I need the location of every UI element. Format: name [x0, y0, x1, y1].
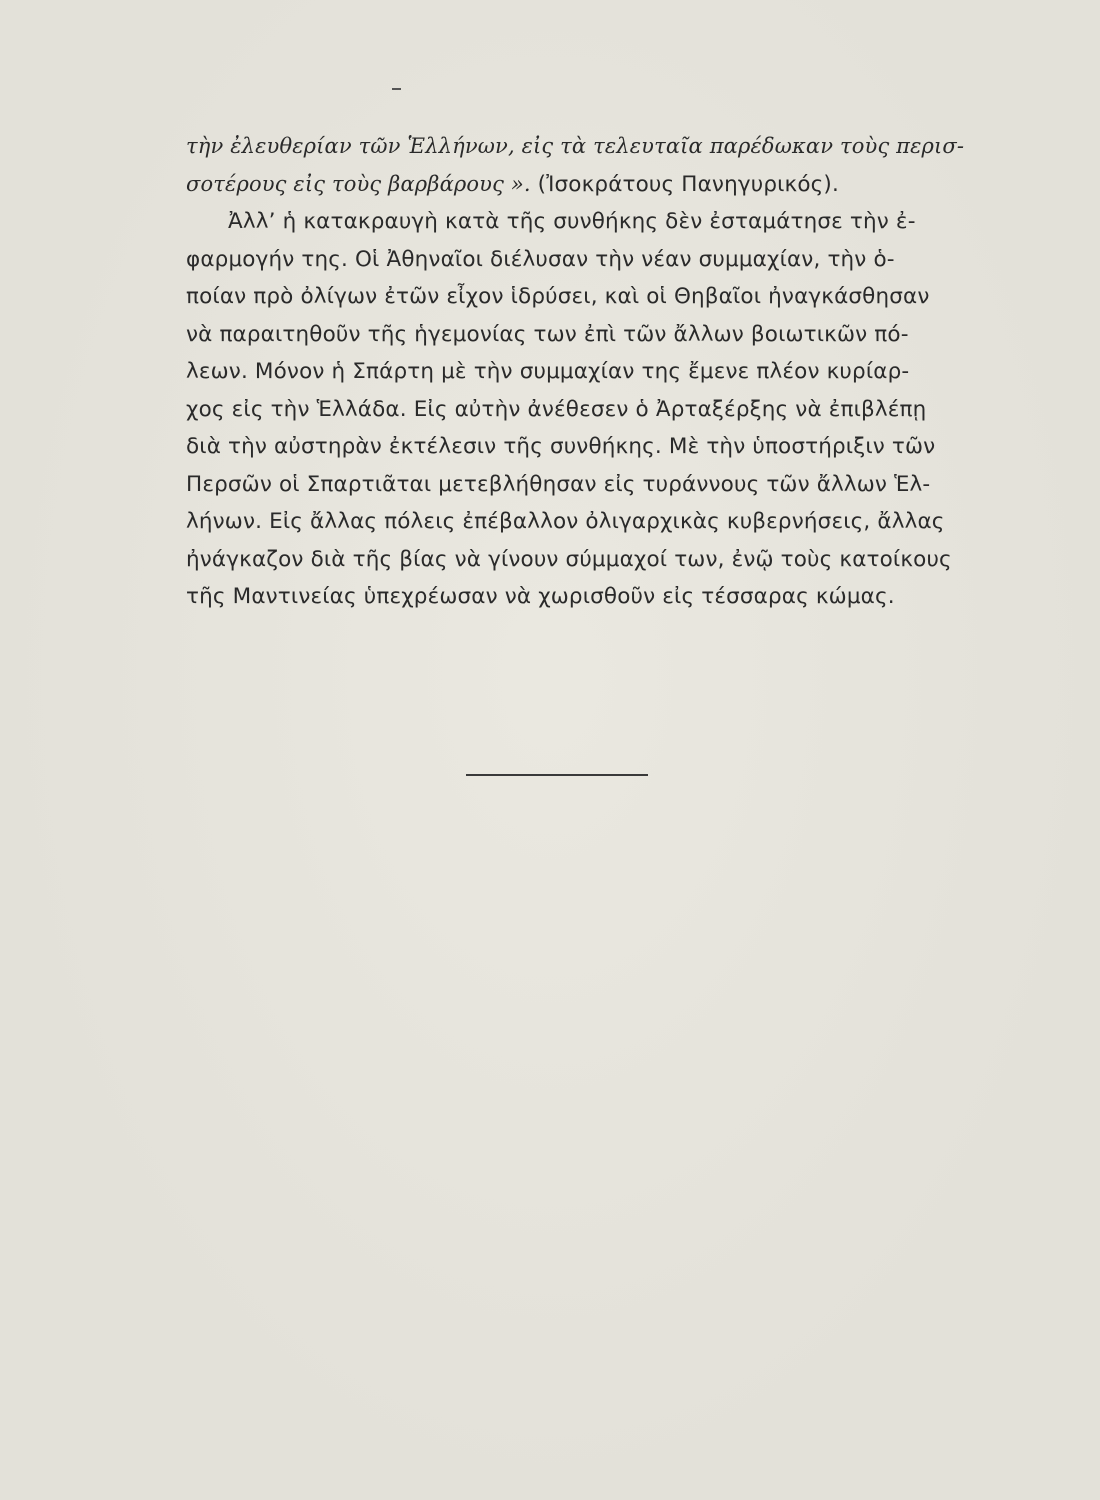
paragraph-line: λεων. Μόνον ἡ Σπάρτη μὲ τὴν συμμαχίαν της ἔμενε πλέον κυρίαρ-: [186, 359, 910, 384]
paragraph-line: ἠνάγκαζον διὰ τῆς βίας νὰ γίνουν σύμμαχοί των, ἐνῷ τοὺς κατοίκους: [186, 546, 952, 572]
paragraph-line: φαρμογήν της. Οἱ Ἀθηναῖοι διέλυσαν τὴν νέαν συμμαχίαν, τὴν ὁ-: [186, 246, 895, 272]
print-mark: [392, 88, 401, 90]
paragraph-line: ποίαν πρὸ ὀλίγων ἐτῶν εἶχον ἱδρύσει, καὶ οἱ Θηβαῖοι ἠναγκάσθησαν: [186, 284, 930, 309]
quote-line-2: [186, 166, 1014, 204]
paragraph-line: Ἀλλ’ ἡ κατακραυγὴ κατὰ τῆς συνθήκης δὲν ἐσταμάτησε τὴν ἐ-: [228, 209, 916, 234]
quote-source: (Ἰσοκράτους Πανηγυρικός).: [530, 171, 839, 197]
paragraph-line: χος εἰς τὴν Ἑλλάδα. Εἰς αὐτὴν ἀνέθεσεν ὁ Ἀρταξέρξης νὰ ἐπιβλέπῃ: [186, 396, 927, 422]
paragraph-line: νὰ παραιτηθοῦν τῆς ἡγεμονίας των ἐπὶ τῶν ἄλλων βοιωτικῶν πό-: [186, 321, 909, 347]
paragraph-line: τῆς Μαντινείας ὑπεχρέωσαν νὰ χωρισθοῦν εἰς τέσσαρας κώμας.: [186, 584, 895, 609]
text-block: [186, 128, 1014, 616]
quote-end: σοτέρους εἰς τοὺς βαρβάρους ».: [186, 171, 531, 196]
paragraph-line: λήνων. Εἰς ἄλλας πόλεις ἐπέβαλλον ὀλιγαρχικὰς κυβερνήσεις, ἄλλας: [186, 509, 945, 534]
quote-line-1: τὴν ἐλευθερίαν τῶν Ἑλλήνων, εἰς τὰ τελευταῖα παρέδωκαν τοὺς περισ-: [186, 134, 965, 158]
paragraph-line: Περσῶν οἱ Σπαρτιᾶται μετεβλήθησαν εἰς τυράννους τῶν ἄλλων Ἑλ-: [186, 471, 931, 497]
paragraph-line: διὰ τὴν αὐστηρὰν ἐκτέλεσιν τῆς συνθήκης. Μὲ τὴν ὑποστήριξιν τῶν: [186, 434, 936, 459]
section-divider: [466, 774, 648, 776]
